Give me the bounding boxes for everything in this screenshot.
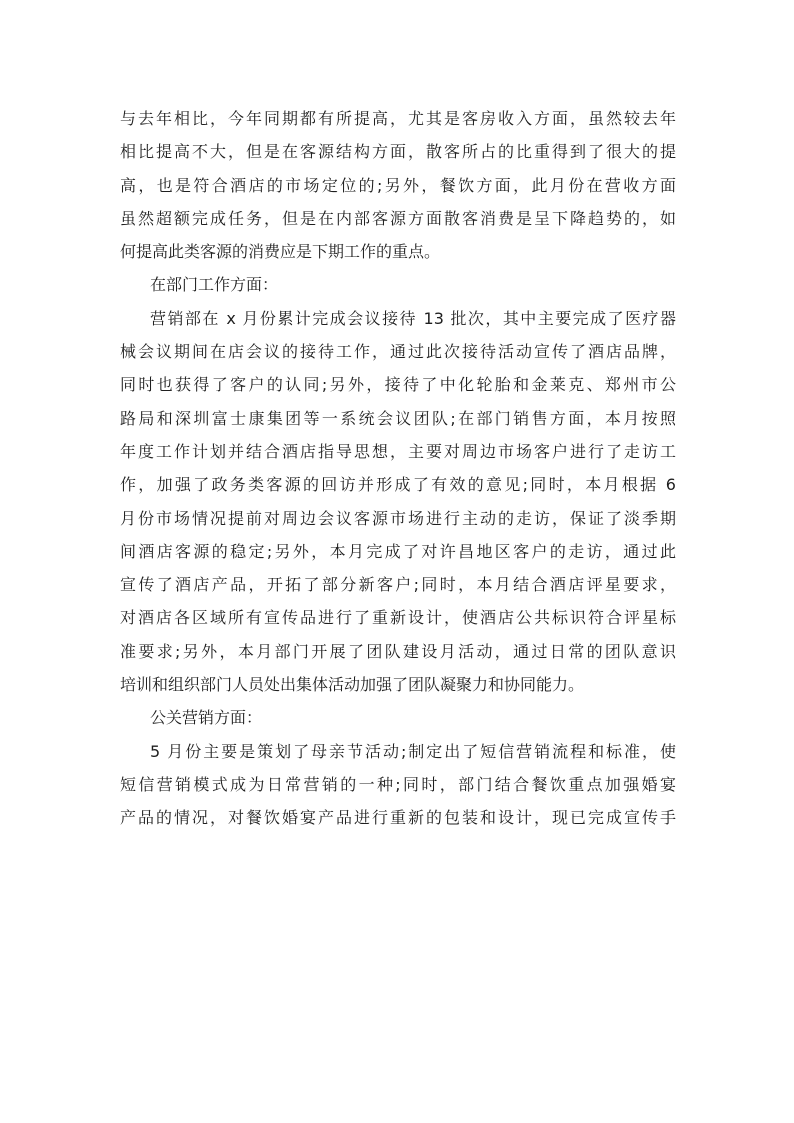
section-heading: 在部门工作方面：: [150, 275, 279, 295]
section-heading: 公关营销方面：: [150, 708, 263, 728]
text-line: 宣传了酒店产品，开拓了部分新客户;同时，本月结合酒店评星要求，: [120, 575, 676, 595]
text-line: 对酒店各区域所有宣传品进行了重新设计，使酒店公共标识符合评星标: [120, 608, 676, 628]
text-line: 产品的情况，对餐饮婚宴产品进行重新的包装和设计，现已完成宣传手: [120, 808, 676, 828]
document-body: [120, 102, 676, 835]
text-line: 准要求;另外，本月部门开展了团队建设月活动，通过日常的团队意识: [120, 641, 676, 661]
text-line: 5 月份主要是策划了母亲节活动;制定出了短信营销流程和标准，使: [150, 741, 676, 761]
text-line: 短信营销模式成为日常营销的一种;同时，部门结合餐饮重点加强婚宴: [120, 774, 676, 794]
text-line: 相比提高不大，但是在客源结构方面，散客所占的比重得到了很大的提: [120, 142, 676, 162]
text-line: 间酒店客源的稳定;另外，本月完成了对许昌地区客户的走访，通过此: [120, 541, 676, 561]
text-line: 同时也获得了客户的认同;另外，接待了中化轮胎和金莱克、郑州市公: [120, 375, 676, 395]
text-line: 高，也是符合酒店的市场定位的;另外，餐饮方面，此月份在营收方面: [120, 175, 676, 195]
text-line: 年度工作计划并结合酒店指导思想，主要对周边市场客户进行了走访工: [120, 441, 676, 461]
text-line: 月份市场情况提前对周边会议客源市场进行主动的走访，保证了淡季期: [120, 508, 676, 528]
text-line: 与去年相比，今年同期都有所提高，尤其是客房收入方面，虽然较去年: [120, 109, 676, 128]
text-line: 作，加强了政务类客源的回访并形成了有效的意见;同时，本月根据 6: [120, 475, 676, 495]
text-line: 虽然超额完成任务，但是在内部客源方面散客消费是呈下降趋势的，如: [120, 208, 676, 228]
text-line: 械会议期间在店会议的接待工作，通过此次接待活动宣传了酒店品牌，: [120, 342, 676, 362]
text-line: 何提高此类客源的消费应是下期工作的重点。: [120, 242, 441, 262]
text-line: 营销部在 x 月份累计完成会议接待 13 批次，其中主要完成了医疗器: [150, 308, 676, 328]
text-line: 培训和组织部门人员处出集体活动加强了团队凝聚力和协同能力。: [120, 675, 585, 695]
text-line: 路局和深圳富士康集团等一系统会议团队;在部门销售方面，本月按照: [120, 408, 676, 428]
